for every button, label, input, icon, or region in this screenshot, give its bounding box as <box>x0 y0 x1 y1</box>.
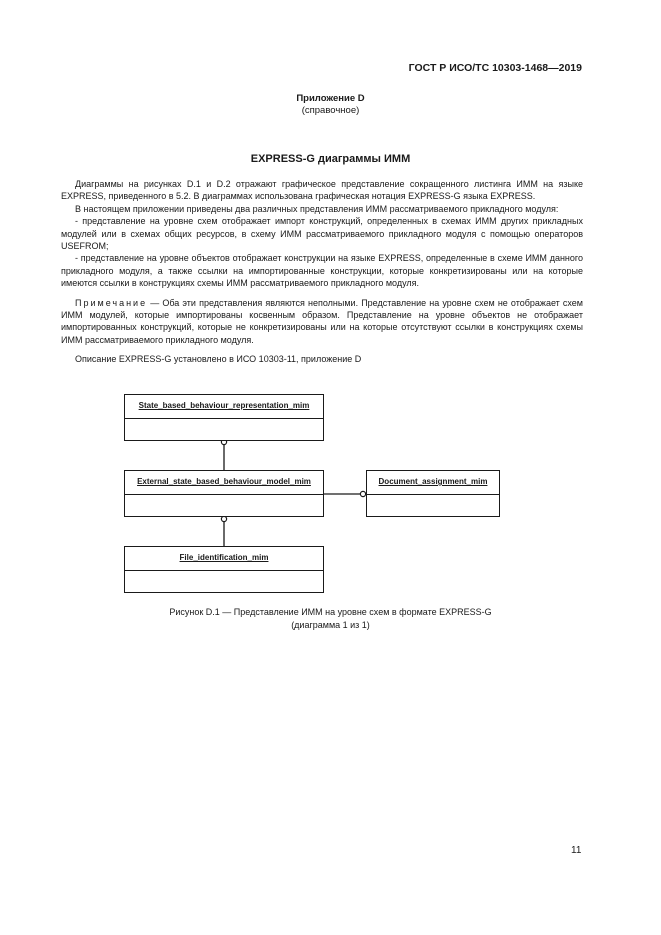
annex-status: (справочное) <box>301 105 360 116</box>
connector-end-circle <box>360 491 365 496</box>
paragraph: - представление на уровне объектов отображает конструкции на языке EXPRESS, определенные в схеме ИММ данного прикладного модуля, а также ссылки на импортированные конструкции, которые конкретизированы или на которые имеются ссылки в конструкциях схемы ИММ рассматриваемого прикладного модуля. <box>61 253 583 289</box>
page-number: 11 <box>571 845 582 856</box>
entity-name: External_state_based_behaviour_model_mim <box>125 471 323 495</box>
entity-name: State_based_behaviour_representation_mim <box>125 395 323 419</box>
paragraph: Диаграммы на рисунках D.1 и D.2 отражают графическое представление сокращенного листинга ИММ на языке EXPRESS, приведенного в 5.2. В диаграммах использована графическая нотация EXPRESS-G языка EXPRESS. <box>61 179 583 202</box>
note-text: — Оба эти представления являются неполными. Представление на уровне схем не отображает схем ИММ модулей, которые импортированы косвенным образом. Представление на уровне объектов не отображает импортированных конструкций, которые не конкретизированы или на которые отсутствуют ссылки в конструкциях схемы ИММ рассматриваемого прикладного модуля. <box>61 297 583 345</box>
caption-line: Рисунок D.1 — Представление ИММ на уровне схем в формате EXPRESS-G <box>169 607 492 617</box>
figure-caption <box>0 606 661 631</box>
entity-name: File_identification_mim <box>125 547 323 571</box>
caption-line: (диаграмма 1 из 1) <box>291 619 370 630</box>
paragraph: В настоящем приложении приведены два различных представления ИММ рассматриваемого прикладного модуля: <box>75 203 559 214</box>
entity-box <box>366 470 500 517</box>
express-reference: Описание EXPRESS-G установлено в ИСО 10303-11, приложение D <box>75 354 362 365</box>
entity-name: Document_assignment_mim <box>367 471 499 495</box>
document-header: ГОСТ Р ИСО/ТС 10303-1468—2019 <box>408 62 582 74</box>
entity-box <box>124 470 324 517</box>
entity-box <box>124 546 324 593</box>
annex-title: Приложение D <box>296 93 365 104</box>
paragraph: - представление на уровне схем отображает импорт конструкций, определенных в схемах ИММ других прикладных модулей или в схемах общих ресурсов, в схему ИММ рассматриваемого прикладного модуля с помощью операторов USEFROM; <box>61 216 583 252</box>
connector-end-circle <box>221 516 226 521</box>
note-label: Примечание <box>75 297 148 308</box>
entity-box <box>124 394 324 441</box>
section-title: EXPRESS-G диаграммы ИММ <box>250 153 411 165</box>
